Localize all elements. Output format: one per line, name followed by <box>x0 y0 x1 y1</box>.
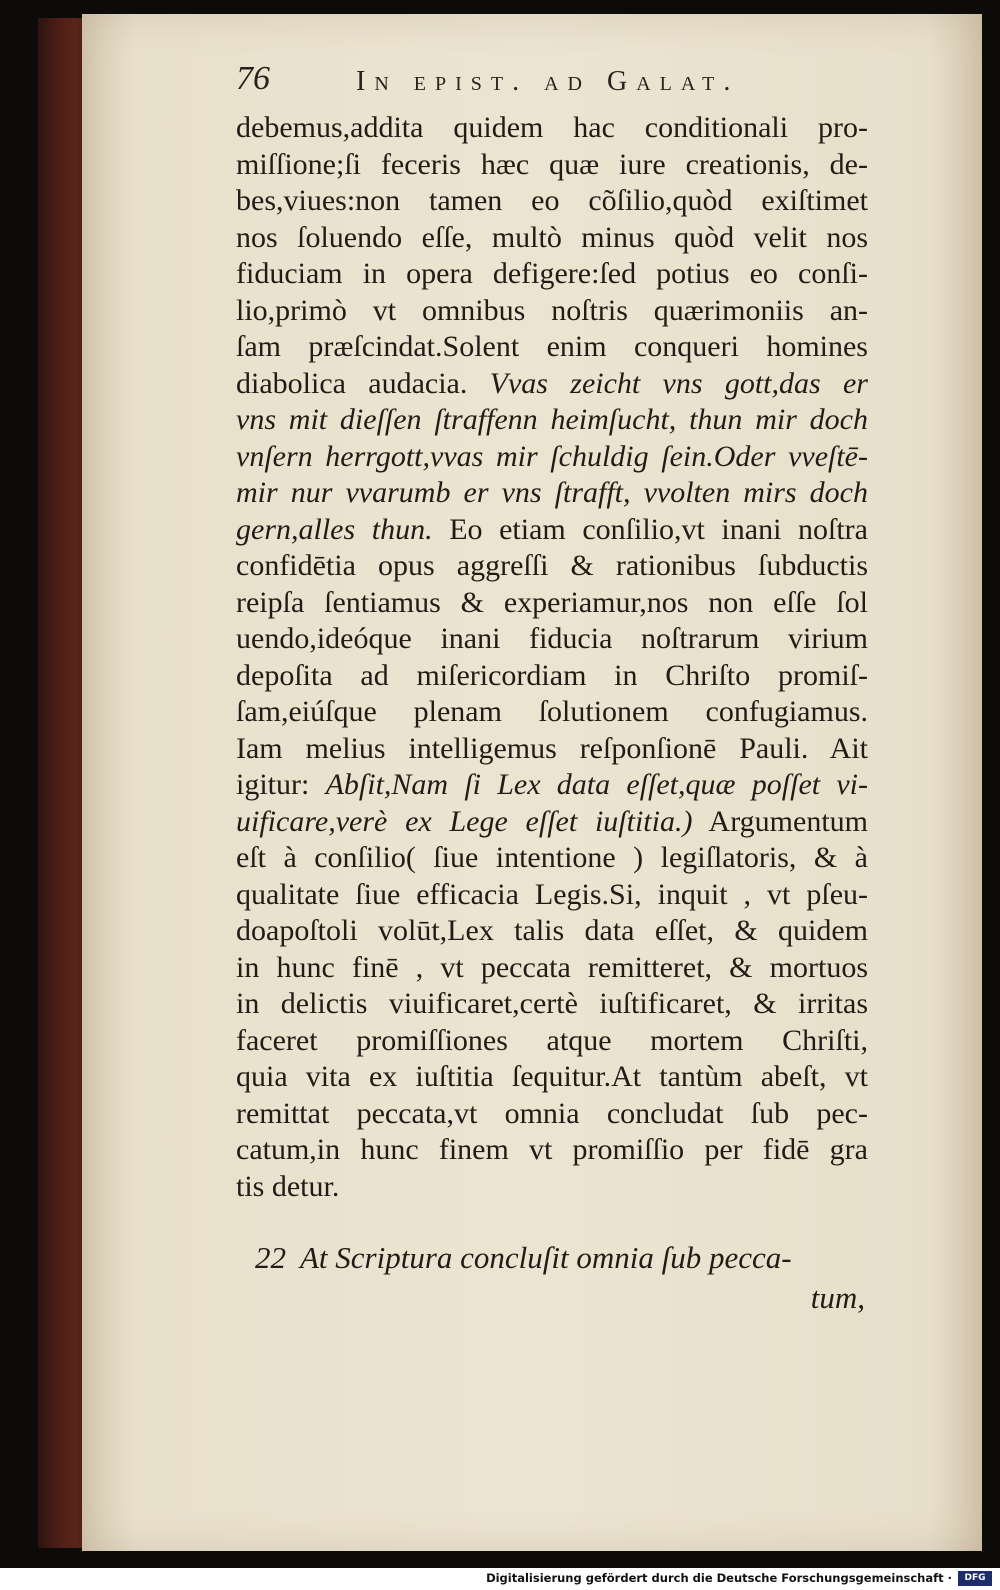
verse-line-2: tum, <box>810 1280 865 1315</box>
text-line <box>236 1023 868 1060</box>
text-line <box>236 147 868 184</box>
text-segment: uendo,ideóque inani fiducia noſtrarum virium <box>236 622 868 655</box>
text-segment-italic: Abſit,Nam ſi Lex data eſſet,quæ poſſet vi- <box>325 768 868 801</box>
text-line <box>236 913 868 950</box>
text-segment: reipſa ſentiamus & experiamur,nos non eſſe ſol <box>236 585 868 619</box>
body-text <box>236 110 868 1205</box>
running-title: In epist. ad Galat. <box>356 66 740 97</box>
text-line <box>236 329 868 366</box>
text-line <box>236 804 868 841</box>
text-segment: nos ſoluendo eſſe, multò minus quòd velit nos <box>236 220 868 254</box>
text-line <box>236 548 868 585</box>
text-line <box>236 110 868 147</box>
text-line <box>236 731 868 768</box>
text-line <box>236 877 868 914</box>
text-line <box>236 439 868 476</box>
text-segment: gern,alles thun. <box>236 512 433 546</box>
verse-line-1: At Scriptura concluſit omnia ſub pecca- <box>300 1240 792 1275</box>
text-segment: in hunc finē , vt peccata remitteret, & mortuos <box>236 950 868 984</box>
text-segment: vnſern herrgott,vvas mir ſchuldig ſein.Oder vveſtē- <box>236 439 868 473</box>
text-line <box>236 293 868 330</box>
text-line <box>236 585 868 622</box>
text-segment: catum,in hunc finem vt promiſſio per fidē gra <box>236 1133 868 1166</box>
text-segment: fiduciam in opera defigere:ſed potius eo conſi- <box>236 257 868 290</box>
text-segment: debemus,addita quidem hac conditionali pro- <box>236 111 868 144</box>
text-segment: confidētia opus aggreſſi & rationibus ſubductis <box>236 549 868 582</box>
text-segment: mir nur vvarumb er vns ſtrafft, vvolten mirs doch <box>236 476 868 509</box>
text-segment-roman: Eo etiam conſilio,vt inani noſtra <box>432 512 868 546</box>
text-line <box>236 1169 868 1206</box>
funding-credit: Digitalisierung gefördert durch die Deutsche Forschungsgemeinschaft · <box>486 1571 952 1585</box>
dfg-logo: DFG <box>958 1571 992 1586</box>
text-segment: Iam melius intelligemus reſponſionē Pauli. Ait <box>236 731 868 765</box>
text-segment: igitur: <box>236 768 326 801</box>
text-line <box>236 621 868 658</box>
page-header <box>236 60 856 104</box>
text-line <box>236 512 868 549</box>
text-segment: ſam,eiúſque plenam ſolutionem confugiamus. <box>236 695 868 728</box>
text-segment: ſam præſcindat.Solent enim conqueri homines <box>236 330 868 363</box>
text-segment: doapoſtoli volūt,Lex talis data eſſet, & quidem <box>236 914 868 947</box>
text-segment: quia vita ex iuſtitia ſequitur.At tantùm abeſt, vt <box>236 1060 868 1093</box>
text-line <box>236 1059 868 1096</box>
text-line <box>236 1096 868 1133</box>
text-segment: vns mit dieſſen ſtraffenn heimſucht, thun mir doch <box>236 403 868 436</box>
text-line <box>236 220 868 257</box>
text-line <box>236 694 868 731</box>
text-segment: depoſita ad miſericordiam in Chriſto promiſ- <box>236 658 868 692</box>
text-line <box>236 183 868 220</box>
text-line <box>236 475 868 512</box>
text-segment: lio,primò vt omnibus noſtris quærimoniis an- <box>236 293 868 327</box>
text-segment-roman: Argumentum <box>692 804 868 838</box>
text-line <box>236 402 868 439</box>
text-segment: diabolica audacia. <box>236 366 490 400</box>
scripture-verse <box>255 1238 865 1318</box>
text-segment: faceret promiſſiones atque mortem Chriſti, <box>236 1023 868 1057</box>
text-line <box>236 950 868 987</box>
text-segment: remittat peccata,vt omnia concludat ſub pec- <box>236 1096 868 1130</box>
text-line <box>236 1132 868 1169</box>
page-number: 76 <box>236 60 270 97</box>
text-segment-italic: Vvas zeicht vns gott,das er <box>489 366 868 400</box>
text-line <box>236 658 868 695</box>
text-segment: uificare,verè ex Lege eſſet iuſtitia.) <box>236 804 693 838</box>
text-segment: qualitate ſiue efficacia Legis.Si, inquit , vt pſeu- <box>236 877 868 911</box>
text-line <box>236 256 868 293</box>
text-segment: bes,viues:non tamen eo cõſilio,quòd exiſtimet <box>236 184 868 217</box>
text-line <box>236 840 868 877</box>
text-segment: in delictis viuificaret,certè iuſtificaret, & irritas <box>236 987 868 1020</box>
text-segment: tis detur. <box>236 1169 340 1203</box>
text-line <box>236 767 868 804</box>
text-segment: eſt à conſilio( ſiue intentione ) legiſlatoris, & à <box>236 841 868 874</box>
digitization-footer <box>0 1568 1000 1590</box>
text-segment: miſſione;ſi feceris hæc quæ iure creationis, de- <box>236 147 868 181</box>
text-line <box>236 366 868 403</box>
verse-number: 22 <box>255 1240 286 1275</box>
text-line <box>236 986 868 1023</box>
